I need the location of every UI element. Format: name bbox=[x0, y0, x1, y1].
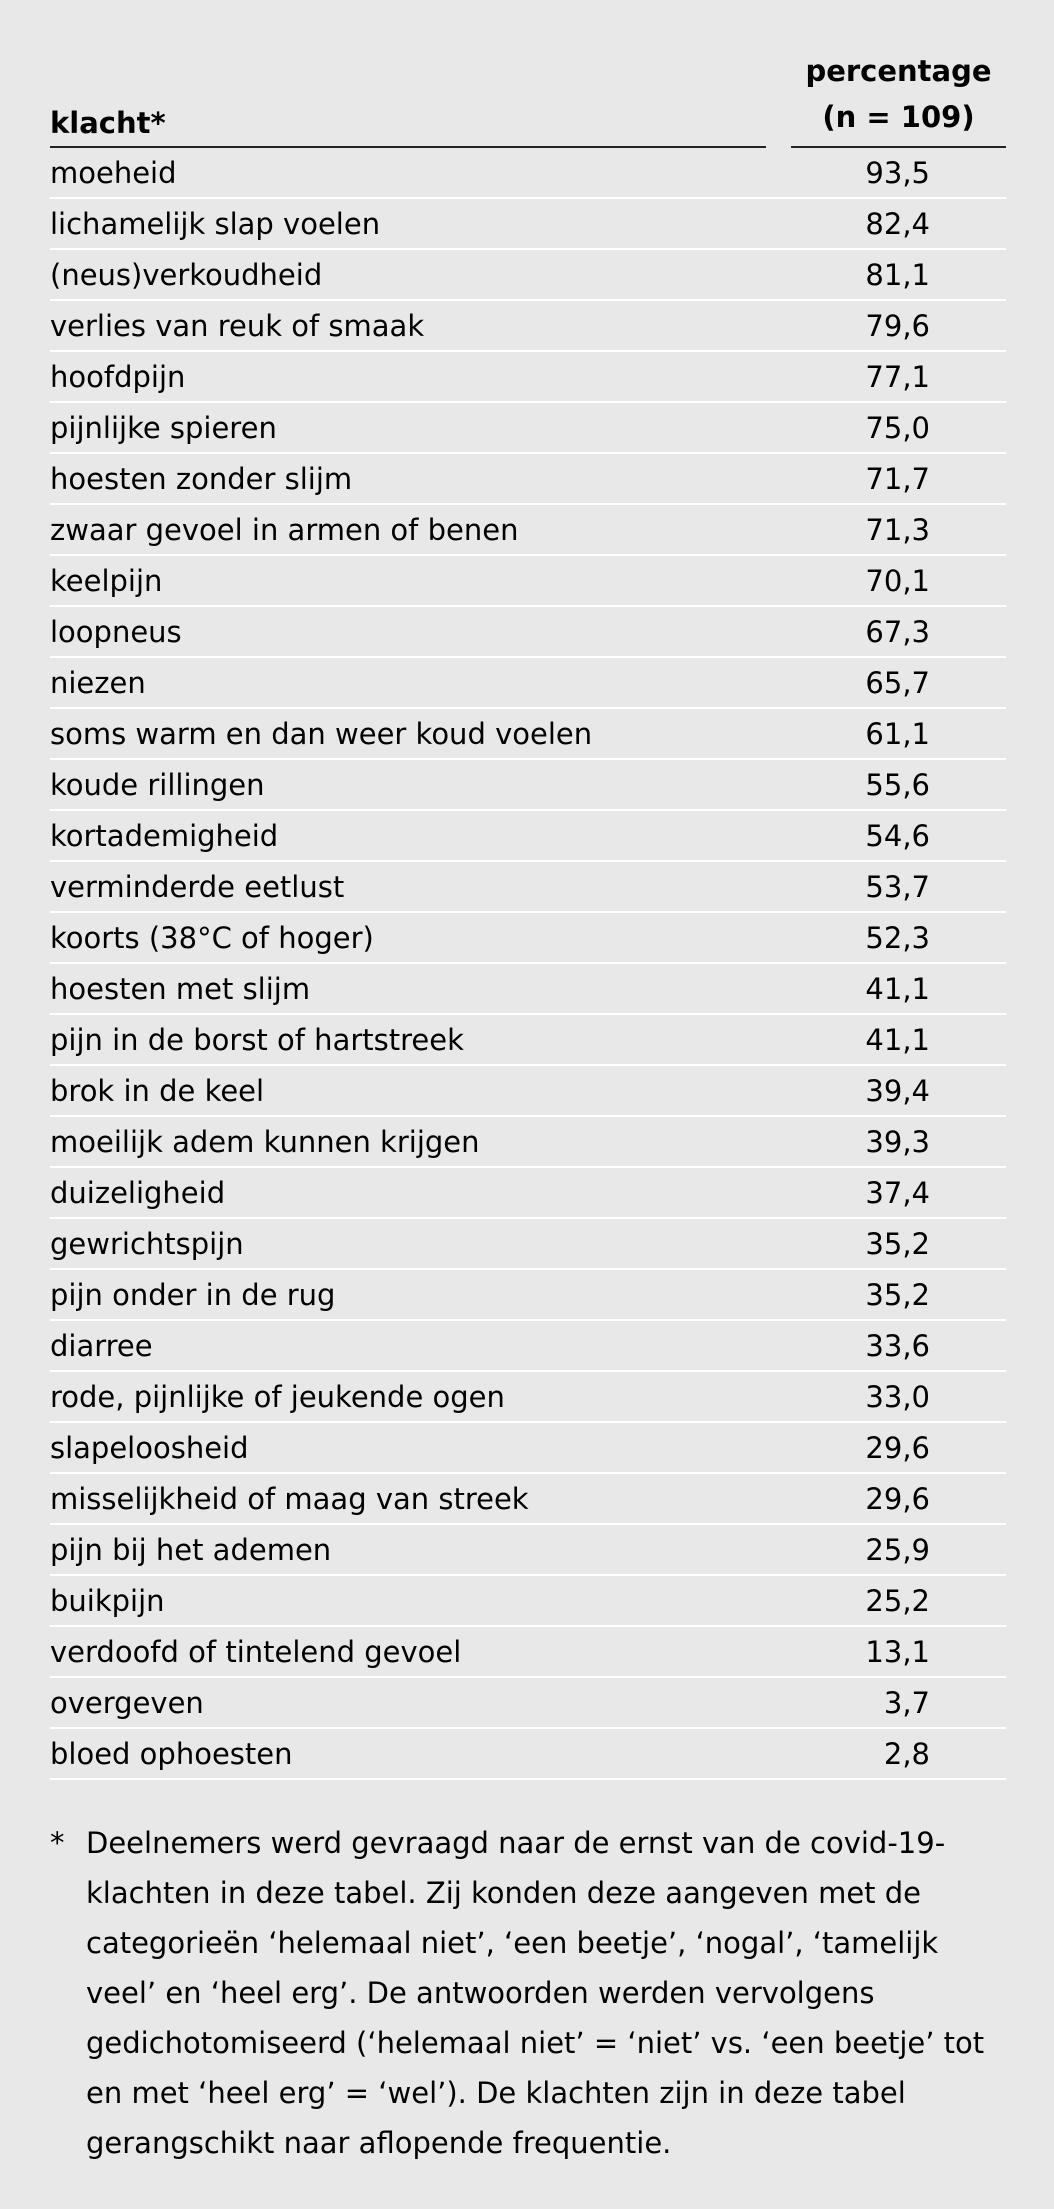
row-label: loopneus bbox=[50, 614, 182, 649]
row-value: 3,7 bbox=[883, 1685, 930, 1720]
row-label: lichamelijk slap voelen bbox=[50, 206, 381, 241]
row-label: misselijkheid of maag van streek bbox=[50, 1481, 529, 1516]
table-row bbox=[50, 1729, 1006, 1780]
row-label: verdoofd of tintelend gevoel bbox=[50, 1634, 462, 1669]
table-row bbox=[50, 964, 1006, 1015]
table-body bbox=[50, 148, 1006, 1780]
table-row bbox=[50, 1627, 1006, 1678]
row-value: 37,4 bbox=[865, 1175, 930, 1210]
row-value: 52,3 bbox=[865, 920, 930, 955]
row-label: gewrichtspijn bbox=[50, 1226, 244, 1261]
row-label: niezen bbox=[50, 665, 146, 700]
column-header-percentage bbox=[791, 48, 1006, 148]
row-label: keelpijn bbox=[50, 563, 163, 598]
row-value: 35,2 bbox=[865, 1226, 930, 1261]
table-row bbox=[50, 1525, 1006, 1576]
row-value: 67,3 bbox=[865, 614, 930, 649]
row-value: 71,3 bbox=[865, 512, 930, 547]
table-row bbox=[50, 1423, 1006, 1474]
column-header-klacht: klacht* bbox=[50, 106, 766, 148]
row-value: 25,9 bbox=[865, 1532, 930, 1567]
row-label: zwaar gevoel in armen of benen bbox=[50, 512, 519, 547]
row-label: pijnlijke spieren bbox=[50, 410, 277, 445]
table-row bbox=[50, 556, 1006, 607]
row-label: diarree bbox=[50, 1328, 153, 1363]
table-row bbox=[50, 199, 1006, 250]
row-label: bloed ophoesten bbox=[50, 1736, 293, 1771]
row-value: 79,6 bbox=[865, 308, 930, 343]
row-value: 25,2 bbox=[865, 1583, 930, 1618]
table-row bbox=[50, 1474, 1006, 1525]
row-label: duizeligheid bbox=[50, 1175, 226, 1210]
table-row bbox=[50, 403, 1006, 454]
table-row bbox=[50, 658, 1006, 709]
column-header-percentage-line1: percentage bbox=[805, 54, 992, 88]
row-label: hoesten zonder slijm bbox=[50, 461, 353, 496]
table-row bbox=[50, 913, 1006, 964]
table-header bbox=[50, 55, 1006, 148]
row-label: pijn bij het ademen bbox=[50, 1532, 332, 1567]
table-row bbox=[50, 709, 1006, 760]
row-label: koude rillingen bbox=[50, 767, 265, 802]
row-value: 61,1 bbox=[865, 716, 930, 751]
row-label: verlies van reuk of smaak bbox=[50, 308, 425, 343]
table-row bbox=[50, 811, 1006, 862]
row-label: (neus)verkoudheid bbox=[50, 257, 323, 292]
row-value: 71,7 bbox=[865, 461, 930, 496]
row-value: 33,6 bbox=[865, 1328, 930, 1363]
column-header-percentage-line2: (n = 109) bbox=[822, 100, 975, 134]
table-row bbox=[50, 1117, 1006, 1168]
row-label: buikpijn bbox=[50, 1583, 165, 1618]
row-value: 75,0 bbox=[865, 410, 930, 445]
row-label: verminderde eetlust bbox=[50, 869, 345, 904]
row-value: 41,1 bbox=[865, 1022, 930, 1057]
table-row bbox=[50, 1270, 1006, 1321]
symptom-table bbox=[50, 55, 1006, 1780]
row-value: 39,3 bbox=[865, 1124, 930, 1159]
row-value: 2,8 bbox=[883, 1736, 930, 1771]
row-value: 35,2 bbox=[865, 1277, 930, 1312]
row-label: moeilijk adem kunnen krijgen bbox=[50, 1124, 480, 1159]
row-value: 53,7 bbox=[865, 869, 930, 904]
row-label: hoesten met slijm bbox=[50, 971, 311, 1006]
row-value: 29,6 bbox=[865, 1430, 930, 1465]
row-label: pijn onder in de rug bbox=[50, 1277, 336, 1312]
table-row bbox=[50, 505, 1006, 556]
row-value: 65,7 bbox=[865, 665, 930, 700]
table-row bbox=[50, 862, 1006, 913]
table-row bbox=[50, 607, 1006, 658]
table-row bbox=[50, 760, 1006, 811]
row-label: rode, pijnlijke of jeukende ogen bbox=[50, 1379, 505, 1414]
table-row bbox=[50, 148, 1006, 199]
row-label: kortademigheid bbox=[50, 818, 279, 853]
row-label: koorts (38°C of hoger) bbox=[50, 920, 374, 955]
row-label: slapeloosheid bbox=[50, 1430, 249, 1465]
table-row bbox=[50, 1015, 1006, 1066]
table-row bbox=[50, 1219, 1006, 1270]
row-value: 39,4 bbox=[865, 1073, 930, 1108]
row-value: 29,6 bbox=[865, 1481, 930, 1516]
table-row bbox=[50, 352, 1006, 403]
row-value: 54,6 bbox=[865, 818, 930, 853]
table-row bbox=[50, 250, 1006, 301]
row-value: 81,1 bbox=[865, 257, 930, 292]
row-label: pijn in de borst of hartstreek bbox=[50, 1022, 464, 1057]
table-row bbox=[50, 1168, 1006, 1219]
row-value: 13,1 bbox=[865, 1634, 930, 1669]
row-value: 41,1 bbox=[865, 971, 930, 1006]
table-row bbox=[50, 454, 1006, 505]
footnote-text: Deelnemers werd gevraagd naar de ernst van de covid-19-klachten in deze tabel. Zij konden deze aangeven met de categorieën ‘helemaal niet’, ‘een beetje’, ‘nogal’, ‘tamelijk veel’ en ‘heel erg’. De antwoorden werden vervolgens gedichotomiseerd (‘helemaal niet’ = ‘niet’ vs. ‘een beetje’ tot en met ‘heel erg’ = ‘wel’). De klachten zijn in deze tabel gerangschikt naar aflopende frequentie. bbox=[86, 1826, 985, 2160]
table-row bbox=[50, 1372, 1006, 1423]
row-value: 33,0 bbox=[865, 1379, 930, 1414]
row-value: 70,1 bbox=[865, 563, 930, 598]
table-row bbox=[50, 1576, 1006, 1627]
row-value: 77,1 bbox=[865, 359, 930, 394]
row-value: 55,6 bbox=[865, 767, 930, 802]
table-row bbox=[50, 1678, 1006, 1729]
footnote-mark: * bbox=[50, 1826, 65, 1860]
table-row bbox=[50, 301, 1006, 352]
row-label: moeheid bbox=[50, 155, 177, 190]
row-label: brok in de keel bbox=[50, 1073, 265, 1108]
table-row bbox=[50, 1321, 1006, 1372]
row-value: 82,4 bbox=[865, 206, 930, 241]
row-value: 93,5 bbox=[865, 155, 930, 190]
row-label: hoofdpijn bbox=[50, 359, 186, 394]
footnote bbox=[50, 1818, 1006, 2168]
row-label: overgeven bbox=[50, 1685, 204, 1720]
table-row bbox=[50, 1066, 1006, 1117]
row-label: soms warm en dan weer koud voelen bbox=[50, 716, 593, 751]
